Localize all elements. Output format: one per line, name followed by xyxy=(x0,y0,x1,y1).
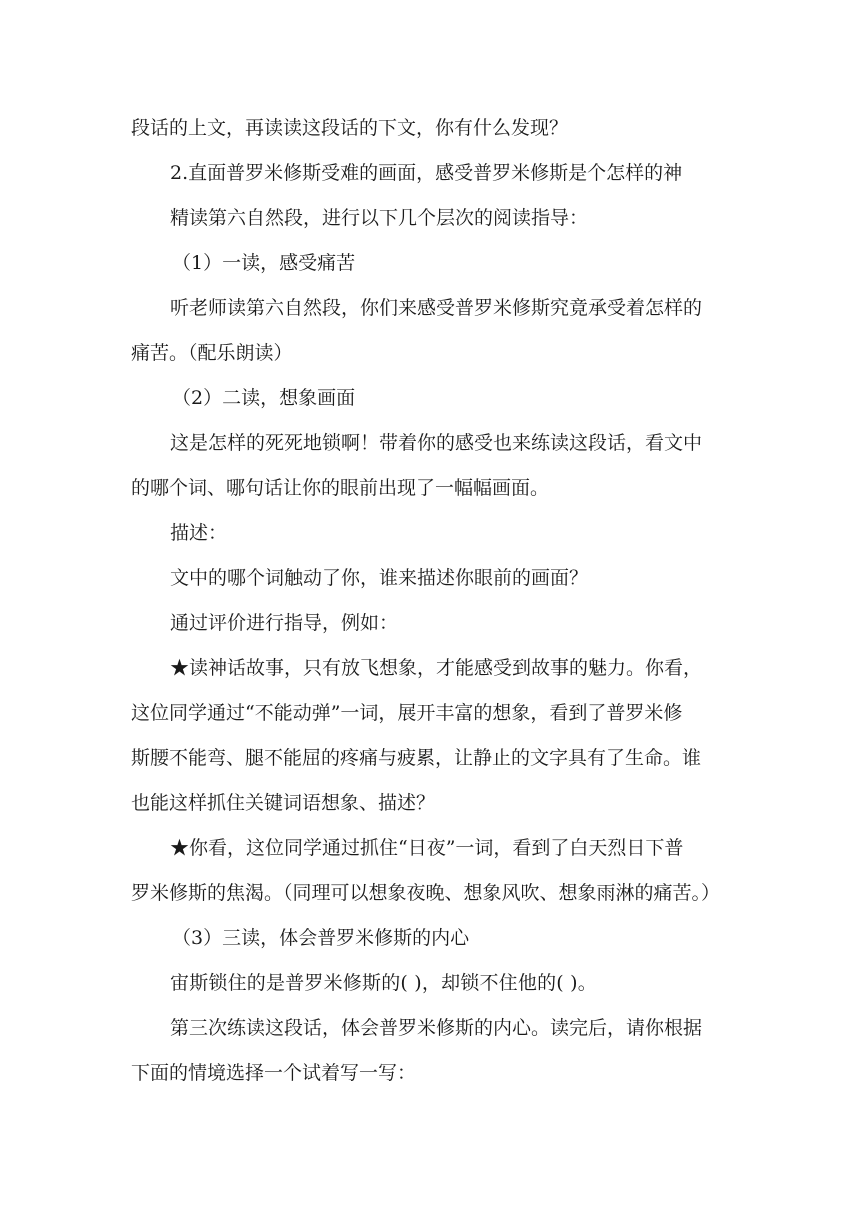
paragraph-line: ★读神话故事，只有放飞想象，才能感受到故事的魅力。你看， xyxy=(170,657,703,679)
paragraph-line: 这是怎样的死死地锁啊！带着你的感受也来练读这段话，看文中 xyxy=(170,432,703,454)
paragraph-line: 斯腰不能弯、腿不能屈的疼痛与疲累，让静止的文字具有了生命。谁 xyxy=(131,747,702,769)
paragraph-line: 通过评价进行指导，例如： xyxy=(170,612,399,634)
paragraph-line: 精读第六自然段，进行以下几个层次的阅读指导： xyxy=(170,207,589,229)
sub-heading: （2）二读，想象画面 xyxy=(172,387,356,409)
paragraph-line: ★你看，这位同学通过抓住“日夜”一词，看到了白天烈日下普 xyxy=(170,837,684,859)
paragraph-line: 痛苦。（配乐朗读） xyxy=(131,342,293,364)
paragraph-line: 听老师读第六自然段，你们来感受普罗米修斯究竟承受着怎样的 xyxy=(170,297,703,319)
paragraph-line: 的哪个词、哪句话让你的眼前出现了一幅幅画面。 xyxy=(131,477,550,499)
sub-heading: （3）三读，体会普罗米修斯的内心 xyxy=(172,927,470,949)
paragraph-line: 这位同学通过“不能动弹”一词，展开丰富的想象，看到了普罗米修 xyxy=(131,702,683,724)
fill-in-blank-line: 宙斯锁住的是普罗米修斯的( )，却锁不住他的( )。 xyxy=(170,972,597,994)
paragraph-line: 下面的情境选择一个试着写一写： xyxy=(131,1062,417,1084)
sub-heading: （1）一读，感受痛苦 xyxy=(172,252,356,274)
paragraph-line: 第三次练读这段话，体会普罗米修斯的内心。读完后，请你根据 xyxy=(170,1017,703,1039)
paragraph-line: 段话的上文，再读读这段话的下文，你有什么发现？ xyxy=(131,117,569,139)
paragraph-line: 文中的哪个词触动了你，谁来描述你眼前的画面？ xyxy=(170,567,589,589)
section-heading: 2.直面普罗米修斯受难的画面，感受普罗米修斯是个怎样的神 xyxy=(170,162,683,184)
paragraph-line: 描述： xyxy=(170,522,228,544)
paragraph-line: 罗米修斯的焦渴。（同理可以想象夜晚、想象风吹、想象雨淋的痛苦。） xyxy=(131,882,721,904)
paragraph-line: 也能这样抓住关键词语想象、描述？ xyxy=(131,792,436,814)
